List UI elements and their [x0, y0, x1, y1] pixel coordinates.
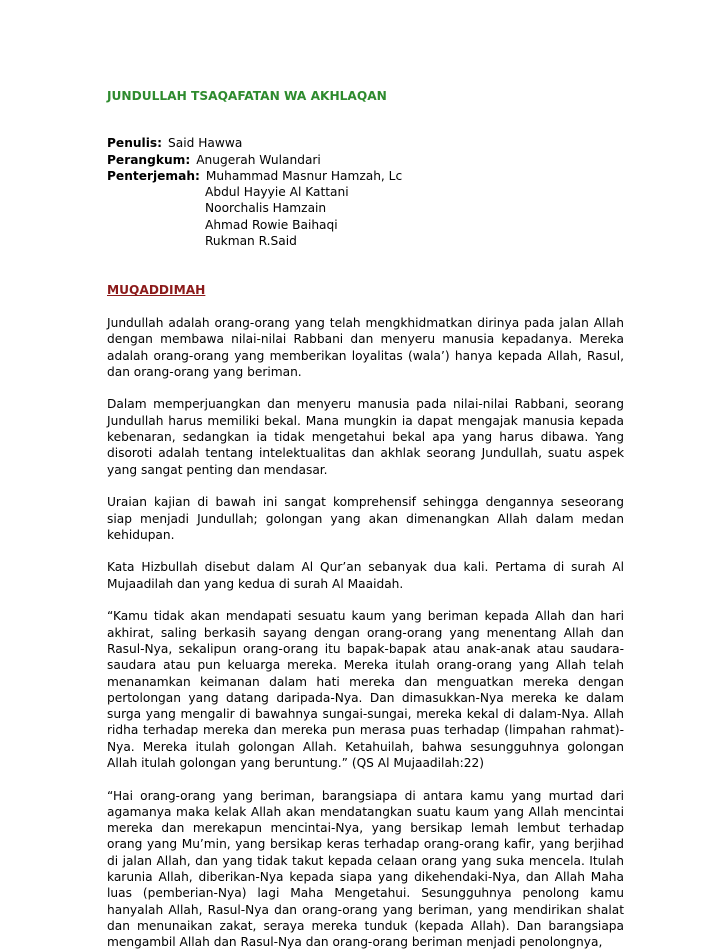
translator-name: Muhammad Masnur Hamzah, Lc	[205, 168, 403, 183]
compiler-row	[107, 152, 624, 168]
body-text	[107, 315, 624, 951]
translator-name: Ahmad Rowie Baihaqi	[205, 217, 338, 232]
quote-paragraph: “Kamu tidak akan mendapati sesuatu kaum yang beriman kepada Allah dan hari akhirat, saling berkasih sayang dengan orang-orang yang menentang Allah dan Rasul-Nya, sekalipun orang-orang itu bapak-bapak atau anak-anak atau saudara-saudara atau pun keluarga mereka. Mereka itulah orang-orang yang Allah telah menanamkan keimanan dalam hati mereka dan menguatkan mereka dengan pertolongan yang datang daripada-Nya. Dan dimasukkan-Nya mereka ke dalam surga yang mengalir di bawahnya sungai-sungai, mereka kekal di dalam-Nya. Allah ridha terhadap mereka dan mereka pun merasa puas terhadap (limpahan rahmat)-Nya. Mereka itulah golongan Allah. Ketahuilah, bahwa sesungguhnya golongan Allah itulah golongan yang beruntung.” (QS Al Mujaadilah:22)	[107, 609, 624, 770]
author-name: Said Hawwa	[168, 136, 243, 151]
paragraph: Jundullah adalah orang-orang yang telah mengkhidmatkan dirinya pada jalan Allah dengan membawa nilai-nilai Rabbani dan menyeru manusia kepadanya. Mereka adalah orang-orang yang memberikan loyalitas (wala’) hanya kepada Allah, Rasul, dan orang-orang yang beriman.	[107, 315, 624, 379]
translator-name: Noorchalis Hamzain	[205, 201, 327, 216]
compiler-label: Perangkum:	[107, 152, 191, 167]
translator-name: Rukman R.Said	[205, 234, 297, 249]
document-page	[107, 88, 624, 951]
compiler-name: Anugerah Wulandari	[196, 152, 321, 167]
credits-block	[107, 135, 624, 249]
paragraph: Dalam memperjuangkan dan menyeru manusia pada nilai-nilai Rabbani, seorang Jundullah harus memiliki bekal. Mana mungkin ia dapat mengajak manusia kepada kebenaran, sedangkan ia tidak mengetahui bekal apa yang harus dibawa. Yang disoroti adalah tentang intelektualitas dan akhlak seorang Jundullah, suatu aspek yang sangat penting dan mendasar.	[107, 397, 624, 477]
quote-paragraph: “Hai orang-orang yang beriman, barangsiapa di antara kamu yang murtad dari agamanya maka kelak Allah akan mendatangkan suatu kaum yang Allah mencintai mereka dan merekapun mencintai-Nya, yang bersikap lemah lembut terhadap orang yang Mu’min, yang bersikap keras terhadap orang-orang kafir, yang berjihad di jalan Allah, dan yang tidak takut kepada celaan orang yang suka mencela. Itulah karunia Allah, diberikan-Nya kepada siapa yang dikehendaki-Nya, dan Allah Maha luas (pemberian-Nya) lagi Maha Mengetahui. Sesungguhnya penolong kamu hanyalah Allah, Rasul-Nya dan orang-orang yang beriman, yang mendirikan shalat dan menunaikan zakat, seraya mereka tunduk (kepada Allah). Dan barangsiapa mengambil Allah dan Rasul-Nya dan orang-orang beriman menjadi penolongnya,	[107, 788, 624, 950]
author-label: Penulis:	[107, 136, 163, 151]
paragraph: Kata Hizbullah disebut dalam Al Qur’an sebanyak dua kali. Pertama di surah Al Mujaadilah dan yang kedua di surah Al Maaidah.	[107, 560, 624, 591]
translator-name: Abdul Hayyie Al Kattani	[205, 185, 349, 200]
paragraph: Uraian kajian di bawah ini sangat komprehensif sehingga dengannya seseorang siap menjadi Jundullah; golongan yang akan dimenangkan Allah dalam medan kehidupan.	[107, 495, 624, 542]
document-title: JUNDULLAH TSAQAFATAN WA AKHLAQAN	[107, 89, 387, 103]
translator-row	[107, 168, 624, 184]
author-row	[107, 135, 624, 151]
translator-label: Penterjemah:	[107, 168, 200, 183]
section-heading: MUQADDIMAH	[107, 283, 206, 298]
